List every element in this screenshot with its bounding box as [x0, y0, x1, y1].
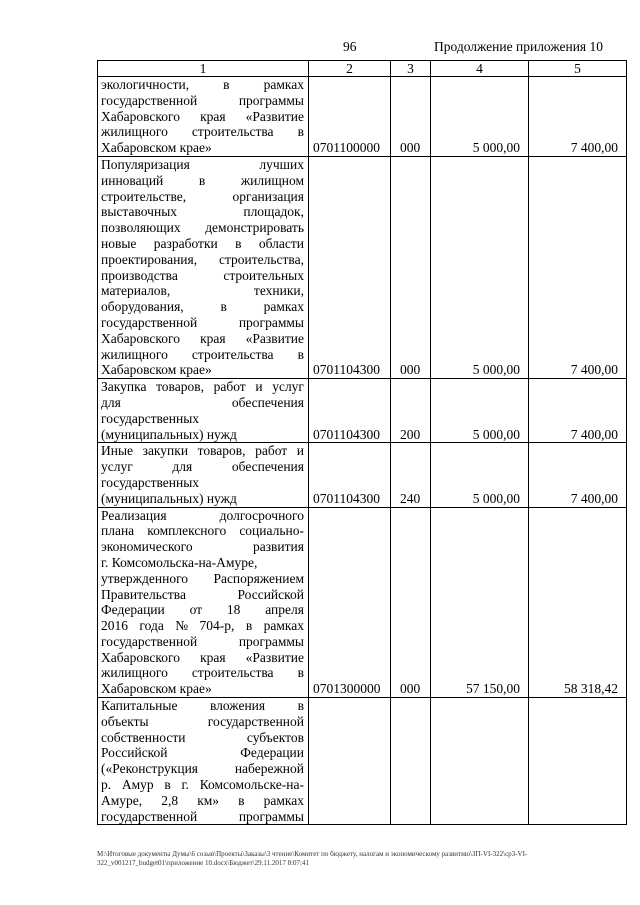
description-word: в	[297, 346, 304, 362]
description-word: г.	[181, 777, 189, 793]
amount-year-1: 5 000,00	[431, 443, 529, 507]
column-number: 3	[391, 61, 431, 77]
description-word: субъектов	[246, 729, 304, 745]
description-word: Амуре,	[101, 792, 143, 808]
description-word: апреля	[265, 602, 304, 618]
description-word: строительных	[223, 267, 304, 283]
description-word: комплексного	[147, 523, 227, 539]
description-word: рамках	[263, 299, 304, 315]
table-row	[98, 156, 627, 378]
description-word: «Развитие	[245, 108, 304, 124]
description-line	[101, 698, 304, 714]
expense-type-code	[391, 698, 431, 825]
description-word: программы	[238, 633, 304, 649]
table-row	[98, 77, 627, 157]
expense-type-code: 000	[391, 507, 431, 698]
description-word: в	[238, 792, 245, 808]
description-line	[101, 745, 304, 761]
description-line	[101, 315, 304, 331]
table-row	[98, 379, 627, 443]
description-word: Распоряжением	[213, 570, 304, 586]
description-line	[101, 571, 304, 587]
description-word: и	[255, 379, 263, 395]
row-description	[98, 156, 309, 378]
description-word: Федерации	[240, 745, 304, 761]
amount-year-2: 58 318,42	[529, 507, 627, 698]
description-word: обеспечения	[231, 459, 304, 475]
description-word: объекты	[101, 713, 149, 729]
table-row	[98, 507, 627, 698]
column-number: 5	[529, 61, 627, 77]
row-description	[98, 379, 309, 443]
description-line	[101, 77, 304, 93]
description-word: лучших	[259, 156, 304, 172]
description-word: 18	[226, 602, 241, 618]
description-word: строительства	[191, 124, 274, 140]
column-number-row	[98, 61, 627, 77]
description-word: организация	[232, 188, 304, 204]
description-line	[101, 236, 304, 252]
description-line	[101, 730, 304, 746]
amount-year-2: 7 400,00	[529, 156, 627, 378]
amount-year-2: 7 400,00	[529, 379, 627, 443]
target-article-code: 0701104300	[309, 443, 391, 507]
description-word: техники,	[253, 283, 304, 299]
description-line	[101, 761, 304, 777]
description-word: Хабаровского	[101, 649, 180, 665]
description-word: Иные	[101, 443, 134, 459]
description-word: жилищном	[240, 172, 304, 188]
description-word: 2,8	[161, 792, 179, 808]
description-line	[101, 665, 304, 681]
appendix-continuation-label: Продолжение приложения 10	[434, 39, 604, 54]
description-line	[101, 157, 304, 173]
description-word: строительства	[191, 665, 274, 681]
row-description	[98, 77, 309, 157]
description-word: позволяющих	[101, 220, 181, 236]
description-word: («Реконструкция	[101, 761, 199, 777]
description-word: Капитальные	[101, 698, 178, 714]
description-word: края	[200, 330, 226, 346]
description-line: Хабаровском крае»	[101, 362, 212, 378]
description-word: Закупка	[101, 379, 147, 395]
description-word: Правительства	[101, 586, 186, 602]
description-line	[101, 347, 304, 363]
description-word: государственной	[101, 633, 198, 649]
description-word: программы	[238, 808, 304, 824]
document-path-footer	[97, 850, 627, 868]
description-word: жилищного	[101, 124, 168, 140]
description-word: экономического	[101, 539, 193, 555]
description-line	[101, 252, 304, 268]
description-word: рамках	[263, 792, 304, 808]
description-line	[101, 124, 304, 140]
description-word: товаров,	[197, 443, 246, 459]
column-number: 2	[309, 61, 391, 77]
description-word: в	[220, 299, 227, 315]
description-line	[101, 268, 304, 284]
amount-year-1: 5 000,00	[431, 156, 529, 378]
expense-type-code: 000	[391, 156, 431, 378]
target-article-code: 0701100000	[309, 77, 391, 157]
description-word: материалов,	[101, 283, 171, 299]
description-word: плана	[101, 523, 135, 539]
description-line: Хабаровском крае»	[101, 681, 212, 697]
description-word: Амур	[121, 777, 154, 793]
description-word: жилищного	[101, 346, 168, 362]
amount-year-1	[431, 698, 529, 825]
amount-year-1: 57 150,00	[431, 507, 529, 698]
description-word: программы	[238, 92, 304, 108]
description-line	[101, 395, 304, 411]
amount-year-1: 5 000,00	[431, 379, 529, 443]
target-article-code: 0701104300	[309, 379, 391, 443]
description-line: (муниципальных) нужд	[101, 490, 237, 506]
description-word: обеспечения	[231, 394, 304, 410]
description-word: в	[297, 665, 304, 681]
footer-path-line: 322_v001217_budget01\приложение 10.docx\Бюджет\29.11.2017 8:07:41	[97, 859, 309, 867]
description-word: утвержденного	[101, 570, 189, 586]
column-number: 4	[431, 61, 529, 77]
description-word: государственной	[101, 808, 198, 824]
description-word: Хабаровского	[101, 330, 180, 346]
description-word: строительства,	[218, 251, 304, 267]
description-word: Популяризация	[101, 156, 190, 172]
description-word: выставочных	[101, 204, 178, 220]
description-word: края	[200, 649, 226, 665]
description-word: новые	[101, 235, 137, 251]
description-word: государственной	[101, 92, 198, 108]
expense-type-code: 200	[391, 379, 431, 443]
description-word: края	[200, 108, 226, 124]
description-word: 704-р,	[199, 618, 235, 634]
description-word: работ	[213, 379, 246, 395]
description-word: проектирования,	[101, 251, 198, 267]
description-word: набережной	[234, 761, 304, 777]
description-word: оборудования,	[101, 299, 184, 315]
description-word: строительстве,	[101, 188, 187, 204]
description-word: в	[235, 235, 242, 251]
description-line	[101, 459, 304, 475]
amount-year-2: 7 400,00	[529, 77, 627, 157]
description-word: рамках	[263, 618, 304, 634]
description-word: площадок,	[243, 204, 304, 220]
description-line	[101, 220, 304, 236]
target-article-code: 0701104300	[309, 156, 391, 378]
description-word: долгосрочного	[219, 507, 304, 523]
description-word: производства	[101, 267, 178, 283]
description-word: собственности	[101, 729, 186, 745]
column-number: 1	[98, 61, 309, 77]
description-word: рамках	[263, 77, 304, 92]
description-word: года	[139, 618, 164, 634]
description-word: услуг	[101, 459, 133, 475]
description-word: в	[223, 77, 230, 92]
footer-path-line: M:\Итоговые документы Думы\6 созыв\Проекты\Заказы\3 чтение\Комитет по бюджету, налогам и экономическому развитию\ЗП-VI-322\ср3-VI-	[97, 850, 528, 858]
description-line	[101, 809, 304, 825]
description-line	[101, 602, 304, 618]
description-line	[101, 204, 304, 220]
description-word: развития	[252, 539, 304, 555]
description-line	[101, 650, 304, 666]
description-word: для	[172, 459, 193, 475]
description-word: Федерации	[101, 602, 165, 618]
description-line	[101, 618, 304, 634]
description-word: Комсомольске-на-	[199, 777, 304, 793]
description-word: закупки	[142, 443, 189, 459]
description-word: вложения	[209, 698, 266, 714]
description-word: №	[175, 618, 189, 634]
description-line	[101, 508, 304, 524]
description-word: области	[258, 235, 304, 251]
description-line: государственных	[101, 410, 200, 426]
description-line	[101, 539, 304, 555]
table-row	[98, 698, 627, 825]
amount-year-1: 5 000,00	[431, 77, 529, 157]
description-line	[101, 299, 304, 315]
description-line	[101, 793, 304, 809]
description-word: разработки	[153, 235, 218, 251]
description-word: и	[296, 443, 304, 459]
amount-year-2	[529, 698, 627, 825]
description-word: демонстрировать	[205, 220, 304, 236]
description-word: р.	[101, 777, 112, 793]
target-article-code: 0701300000	[309, 507, 391, 698]
description-word: строительства	[191, 346, 274, 362]
description-word: в	[198, 172, 206, 188]
description-word: в	[297, 698, 304, 714]
description-line	[101, 109, 304, 125]
description-line	[101, 714, 304, 730]
description-word: государственной	[207, 713, 304, 729]
page-number: 96	[343, 39, 357, 54]
description-word: «Развитие	[245, 330, 304, 346]
description-word: жилищного	[101, 665, 168, 681]
description-word: км»	[197, 792, 220, 808]
target-article-code	[309, 698, 391, 825]
description-line	[101, 283, 304, 299]
row-description	[98, 443, 309, 507]
description-line	[101, 331, 304, 347]
description-word: Российской	[237, 586, 304, 602]
description-word: в	[297, 124, 304, 140]
description-line: Хабаровском крае»	[101, 140, 212, 156]
expense-type-code: 240	[391, 443, 431, 507]
row-description	[98, 507, 309, 698]
description-line	[101, 443, 304, 459]
description-line	[101, 587, 304, 603]
description-word: программы	[238, 314, 304, 330]
description-word: инноваций	[101, 172, 164, 188]
description-word: в	[245, 618, 253, 634]
description-word: работ	[255, 443, 288, 459]
description-line: (муниципальных) нужд	[101, 426, 237, 442]
description-word: товаров,	[156, 379, 204, 395]
description-line	[101, 634, 304, 650]
description-line: г. Комсомольска-на-Амуре,	[101, 554, 258, 570]
budget-table	[97, 60, 627, 825]
description-line	[101, 189, 304, 205]
description-word: для	[101, 394, 121, 410]
description-word: Хабаровского	[101, 108, 180, 124]
description-word: «Развитие	[245, 649, 304, 665]
description-word: Реализация	[101, 507, 167, 523]
description-word: 2016	[101, 618, 128, 634]
description-word: услуг	[272, 379, 304, 395]
description-line: государственных	[101, 474, 200, 490]
description-word: от	[189, 602, 203, 618]
amount-year-2: 7 400,00	[529, 443, 627, 507]
description-word: в	[164, 777, 171, 793]
expense-type-code: 000	[391, 77, 431, 157]
description-line	[101, 379, 304, 395]
table-row	[98, 443, 627, 507]
description-word: Российской	[101, 745, 168, 761]
description-line	[101, 523, 304, 539]
description-line	[101, 777, 304, 793]
description-word: государственной	[101, 314, 198, 330]
description-line	[101, 93, 304, 109]
description-word: экологичности,	[101, 77, 190, 92]
description-word: социально-	[239, 523, 304, 539]
row-description	[98, 698, 309, 825]
description-line	[101, 173, 304, 189]
